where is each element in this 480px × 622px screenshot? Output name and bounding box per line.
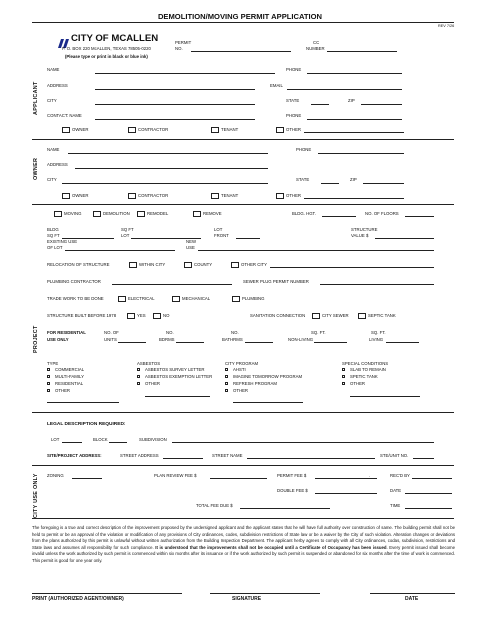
total-fee-label: TOTAL FEE DUE $ — [196, 503, 233, 508]
lot-legal-label: LOT — [51, 437, 60, 442]
lot-legal-field[interactable] — [62, 442, 82, 443]
built-before-yes-checkbox[interactable] — [127, 313, 135, 319]
slab-remain-checkbox[interactable] — [342, 368, 345, 371]
subdivision-label: SUBDIVISION — [139, 437, 167, 442]
recd-by-field[interactable] — [412, 478, 452, 479]
applicant-phone2-label: PHONE — [286, 113, 302, 118]
special-other-checkbox[interactable] — [342, 382, 345, 385]
electrical-checkbox[interactable] — [118, 296, 126, 302]
bldg-height-label: BLDG. HGT. — [292, 211, 316, 216]
city-sewer-label: CITY SEWER — [322, 313, 349, 318]
type-other-label: OTHER — [55, 388, 71, 393]
owner-phone-label: PHONE — [296, 147, 312, 152]
applicant-tenant-label: TENANT — [221, 127, 239, 132]
no-floors-field[interactable] — [405, 216, 434, 217]
septic-checkbox[interactable] — [342, 375, 345, 378]
of-lot-label: OF LOT — [47, 245, 63, 250]
form-title: DEMOLITION/MOVING PERMIT APPLICATION — [157, 12, 323, 21]
built-before-label: STRUCTURE BUILT BEFORE 1978 — [47, 313, 117, 318]
owner-state-label: STATE — [296, 177, 310, 182]
bathrms-field[interactable] — [245, 342, 273, 343]
city-logo-icon — [58, 35, 70, 44]
applicant-name-field[interactable] — [95, 73, 275, 74]
divider — [32, 518, 454, 519]
for-residential-label: FOR RESIDENTIAL — [47, 330, 86, 335]
owner-contractor-label: CONTRACTOR — [138, 193, 169, 198]
applicant-phone-label: PHONE — [286, 67, 302, 72]
signature-label: SIGNATURE — [232, 596, 262, 602]
commercial-checkbox[interactable] — [47, 368, 50, 371]
use-label: USE — [186, 245, 195, 250]
asbestos-exemption-checkbox[interactable] — [137, 375, 140, 378]
septic-tank-label: SEPTIC TANK — [368, 313, 396, 318]
lot-sqft-label: LOT — [121, 233, 130, 238]
electrical-label: ELECTRICAL — [128, 296, 155, 301]
site-address-label: SITE/PROJECT ADDRESS: — [47, 453, 102, 458]
permit-fee-dot: . — [369, 473, 371, 478]
street-address-label: STREET ADDRESS — [120, 453, 159, 458]
living-label: LIVING — [369, 337, 384, 342]
city-program-other-label: OTHER — [233, 388, 249, 393]
subdivision-field[interactable] — [172, 442, 434, 443]
refresh-program-checkbox[interactable] — [225, 382, 228, 385]
moving-checkbox[interactable] — [54, 211, 62, 217]
double-fee-field[interactable] — [315, 493, 377, 494]
permit-fee-field[interactable] — [315, 478, 377, 479]
other-city-checkbox[interactable] — [231, 262, 239, 268]
imagine-tomorrow-label: IMAGINE TOMORROW PROGRAM — [233, 374, 303, 379]
plumbing-contractor-label: PLUMBING CONTRACTOR — [47, 279, 101, 284]
within-city-label: WITHIN CITY — [139, 262, 166, 267]
existing-use-label: EXISTING USE — [47, 239, 78, 244]
ink-instructions: (Please type or print in black or blue ink) — [65, 54, 148, 59]
bathrms-label: BATHRMS — [222, 337, 243, 342]
septic-tank-checkbox[interactable] — [358, 313, 366, 319]
bdrms-no-label: NO. — [166, 330, 174, 335]
septic-label: SPETIC TANK — [350, 374, 378, 379]
built-before-yes-label: YES — [137, 313, 146, 318]
demolition-checkbox[interactable] — [93, 211, 101, 217]
owner-tenant-checkbox[interactable] — [211, 193, 219, 199]
city-address: P. O. BOX 220 McALLEN, TEXAS 78505-0220 — [62, 46, 151, 51]
remove-label: REMOVE — [203, 211, 222, 216]
applicant-other-field[interactable] — [304, 132, 404, 133]
street-address-field[interactable] — [163, 458, 203, 459]
ste-unit-field[interactable] — [413, 458, 434, 459]
city-name: CITY OF MCALLEN — [71, 33, 159, 44]
special-other-label: OTHER — [350, 381, 366, 386]
multi-family-label: MULTI-FAMILY — [55, 374, 84, 379]
owner-owner-label: OWNER — [72, 193, 89, 198]
imagine-tomorrow-checkbox[interactable] — [225, 375, 228, 378]
trade-work-label: TRADE WORK TO BE DONE — [47, 296, 104, 301]
other-city-field[interactable] — [270, 267, 434, 268]
special-conditions-heading: SPECIAL CONDITIONS — [342, 361, 389, 366]
multi-family-checkbox[interactable] — [47, 375, 50, 378]
divider — [32, 204, 454, 205]
city-program-other-field[interactable] — [233, 402, 303, 403]
owner-owner-checkbox[interactable] — [62, 193, 70, 199]
owner-other-label: OTHER — [286, 193, 302, 198]
signature-field[interactable] — [210, 593, 320, 594]
double-fee-label: DOUBLE FEE $ — [277, 488, 308, 493]
plumbing-contractor-field[interactable] — [112, 284, 232, 285]
applicant-name-label: NAME — [47, 67, 60, 72]
applicant-phone-field[interactable] — [307, 73, 402, 74]
structure-value-field[interactable] — [375, 238, 434, 239]
applicant-owner-checkbox[interactable] — [62, 127, 70, 133]
block-label: BLOCK — [93, 437, 108, 442]
asbestos-other-label: OTHER — [145, 381, 161, 386]
project-section-label: PROJECT — [33, 325, 39, 353]
permit-no-label: NO. — [175, 46, 183, 51]
owner-tenant-label: TENANT — [221, 193, 239, 198]
living-field[interactable] — [386, 342, 419, 343]
owner-address-label: ADDRESS — [47, 162, 68, 167]
plan-review-field[interactable] — [210, 478, 267, 479]
revision: REV 7/26 — [438, 24, 455, 28]
permit-label: PERMIT — [175, 40, 192, 45]
legal-paragraph — [32, 525, 455, 565]
owner-zip-field[interactable] — [363, 183, 404, 184]
applicant-owner-label: OWNER — [72, 127, 89, 132]
type-heading: TYPE — [47, 361, 59, 366]
applicant-zip-field[interactable] — [361, 104, 402, 105]
bdrms-label: BDRMS — [159, 337, 175, 342]
lot-front-field[interactable] — [236, 238, 260, 239]
residential-checkbox[interactable] — [47, 382, 50, 385]
street-name-field[interactable] — [247, 458, 375, 459]
owner-phone-field[interactable] — [318, 153, 404, 154]
living-sqft-label: SQ. FT. — [371, 330, 386, 335]
plumbing-label: PLUMBING — [242, 296, 265, 301]
sewer-plug-label: SEWER PLUG PERMIT NUMBER — [243, 279, 309, 284]
county-checkbox[interactable] — [184, 262, 192, 268]
units-field[interactable] — [118, 342, 146, 343]
occupancy-notice: It is understood that the improvements shall not be occupied until a Certificate of Occupancy has been issued — [155, 544, 387, 550]
applicant-email-field[interactable] — [287, 89, 402, 90]
print-name-field[interactable] — [32, 593, 182, 594]
owner-contractor-checkbox[interactable] — [128, 193, 136, 199]
applicant-state-field[interactable] — [311, 104, 329, 105]
asbestos-survey-checkbox[interactable] — [137, 368, 140, 371]
refresh-program-label: REFRESH PROGRAM — [233, 381, 277, 386]
bathrms-no-label: NO. — [231, 330, 239, 335]
mechanical-label: MECHANICAL — [182, 296, 211, 301]
applicant-other-checkbox[interactable] — [276, 127, 284, 133]
divider — [32, 139, 454, 140]
total-fee-field[interactable] — [240, 508, 330, 509]
applicant-other-label: OTHER — [286, 127, 302, 132]
time-label: TIME — [390, 503, 401, 508]
sqft-label: SQ FT — [47, 233, 60, 238]
remodel-label: REMODEL — [147, 211, 169, 216]
within-city-checkbox[interactable] — [129, 262, 137, 268]
divider — [32, 465, 454, 466]
residential-label: RESIDENTIAL — [55, 381, 84, 386]
type-other-checkbox[interactable] — [47, 389, 50, 392]
bldg-height-field[interactable] — [322, 216, 356, 217]
divider — [32, 412, 454, 413]
existing-use-field[interactable] — [65, 250, 175, 251]
applicant-zip-label: ZIP — [348, 98, 355, 103]
city-program-other-checkbox[interactable] — [225, 389, 228, 392]
city-program-heading: CITY PROGRAM — [225, 361, 259, 366]
applicant-email-label: EMAIL — [270, 83, 283, 88]
non-living-label: NON-LIVING — [288, 337, 314, 342]
mechanical-checkbox[interactable] — [172, 296, 180, 302]
special-other-field[interactable] — [350, 396, 420, 397]
legal-heading: LEGAL DESCRIPTION REQUIRED: — [47, 422, 126, 427]
owner-state-field[interactable] — [321, 183, 339, 184]
asbestos-heading: ASBESTOS — [137, 361, 161, 366]
built-before-no-label: NO — [163, 313, 170, 318]
number-field[interactable] — [327, 51, 397, 52]
owner-name-field[interactable] — [68, 153, 268, 154]
number-label: NUMBER — [306, 46, 325, 51]
recd-by-label: REC'D BY — [390, 473, 410, 478]
legal-paragraph-part-a: The foregoing is a true and correct description of the improvement proposed by the undersigned applicant and the applicant states that he will have full authority over construction of same. The building permit shall not be held to permit or be an approval of the violation or modification of any provisions of City ordinances, codes, subdivision restrictions of State law or be a waiver by the City of such violation. Alteration changes or deviations from the plans authorized by this permit is unlawful without written authorization from the Building Inspection Department. The applicant herby agrees to comply with all City ordinances, codas, subdivision, restrictions and State laws and assumes all responsibility for such compliance. — [32, 525, 455, 550]
legal-paragraph-part-b: . Every permit issued shall become invalid unless the work authorized by such permit is commenced within six months after its issuance or if the work authorized by such permit is suspended or abandoned for six months after the time of work is commenced. This permit is good for one year only. — [32, 544, 455, 563]
ahsti-checkbox[interactable] — [225, 368, 228, 371]
ste-unit-label: STE/UNIT NO. — [380, 453, 409, 458]
applicant-contact-label: CONTACT: NAME — [47, 113, 82, 118]
owner-other-field[interactable] — [304, 198, 404, 199]
owner-city-label: CITY — [47, 177, 57, 182]
owner-section-label: OWNER — [33, 157, 39, 180]
structure-label: STRUCTURE — [351, 227, 378, 232]
print-agent-label: PRINT (AUTHORIZED AGENT/OWNER) — [32, 596, 124, 602]
demolition-label: DEMOLITION — [103, 211, 130, 216]
non-living-field[interactable] — [314, 342, 347, 343]
applicant-city-field[interactable] — [95, 104, 255, 105]
plan-review-label: PLAN REVIEW FEE $ — [154, 473, 197, 478]
date-sign-label: DATE — [405, 596, 419, 602]
remove-checkbox[interactable] — [193, 211, 201, 217]
applicant-tenant-checkbox[interactable] — [211, 127, 219, 133]
ahsti-label: AHSTI — [233, 367, 246, 372]
zoning-label: ZONING — [47, 473, 64, 478]
sign-date-field[interactable] — [370, 593, 455, 594]
city-use-section-label: CITY USE ONLY — [33, 473, 39, 518]
applicant-contractor-label: CONTRACTOR — [138, 127, 169, 132]
bdrms-field[interactable] — [176, 342, 204, 343]
moving-label: MOVING — [64, 211, 82, 216]
block-field[interactable] — [109, 442, 127, 443]
sanitation-label: SANITATION CONNECTION — [250, 313, 306, 318]
units-label: UNITS — [104, 337, 117, 342]
use-only-label: USE ONLY — [47, 337, 69, 342]
other-city-label: OTHER CITY — [241, 262, 268, 267]
county-label: COUNTY — [194, 262, 213, 267]
owner-address-field[interactable] — [75, 168, 268, 169]
remodel-checkbox[interactable] — [137, 211, 145, 217]
relocation-label: RELOCATION OF STRUCTURE — [47, 262, 110, 267]
owner-name-label: NAME — [47, 147, 60, 152]
bldg-label: BLDG — [47, 227, 59, 232]
asbestos-survey-label: ASBESTOS SURVEY LETTER — [145, 367, 205, 372]
asbestos-other-checkbox[interactable] — [137, 382, 140, 385]
applicant-address-field[interactable] — [95, 89, 255, 90]
time-field[interactable] — [405, 508, 452, 509]
applicant-section-label: APPLICANT — [33, 81, 39, 115]
new-use-field[interactable] — [198, 250, 434, 251]
commercial-label: COMMERCIAL — [55, 367, 85, 372]
slab-remain-label: SLAB TO REMAIN — [350, 367, 386, 372]
bldg-sqft-label: SQ FT — [121, 227, 134, 232]
no-of-label: NO. OF — [104, 330, 119, 335]
lot-label: LOT — [214, 227, 223, 232]
owner-city-field[interactable] — [62, 183, 268, 184]
title-rule — [32, 22, 454, 23]
structure-value-label: VALUE $ — [351, 233, 369, 238]
plumbing-checkbox[interactable] — [232, 296, 240, 302]
new-use-label: NEW — [186, 239, 197, 244]
cc-label: CC — [313, 40, 320, 45]
no-floors-label: NO. OF FLOORS — [365, 211, 399, 216]
non-living-sqft-label: SQ. FT. — [311, 330, 326, 335]
street-name-label: STREET NAME — [212, 453, 243, 458]
applicant-contractor-checkbox[interactable] — [128, 127, 136, 133]
sewer-plug-field[interactable] — [320, 284, 434, 285]
asbestos-exemption-label: ASBESTOS EXEMPTION LETTER — [145, 374, 213, 379]
owner-other-checkbox[interactable] — [276, 193, 284, 199]
asbestos-other-field[interactable] — [145, 396, 210, 397]
lot-front-label: FRONT — [214, 233, 229, 238]
applicant-contact-field[interactable] — [95, 119, 255, 120]
date-label: DATE — [390, 488, 402, 493]
applicant-city-label: CITY — [47, 98, 57, 103]
permit-fee-label: PERMIT FEE $ — [277, 473, 307, 478]
built-before-no-checkbox[interactable] — [153, 313, 161, 319]
zoning-field[interactable] — [72, 478, 102, 479]
city-sewer-checkbox[interactable] — [312, 313, 320, 319]
applicant-state-label: STATE — [286, 98, 300, 103]
date-field[interactable] — [405, 493, 452, 494]
type-other-field[interactable] — [47, 402, 119, 403]
owner-zip-label: ZIP — [350, 177, 357, 182]
applicant-address-label: ADDRESS — [47, 83, 68, 88]
permit-no-field[interactable] — [191, 51, 291, 52]
applicant-phone2-field[interactable] — [307, 119, 402, 120]
